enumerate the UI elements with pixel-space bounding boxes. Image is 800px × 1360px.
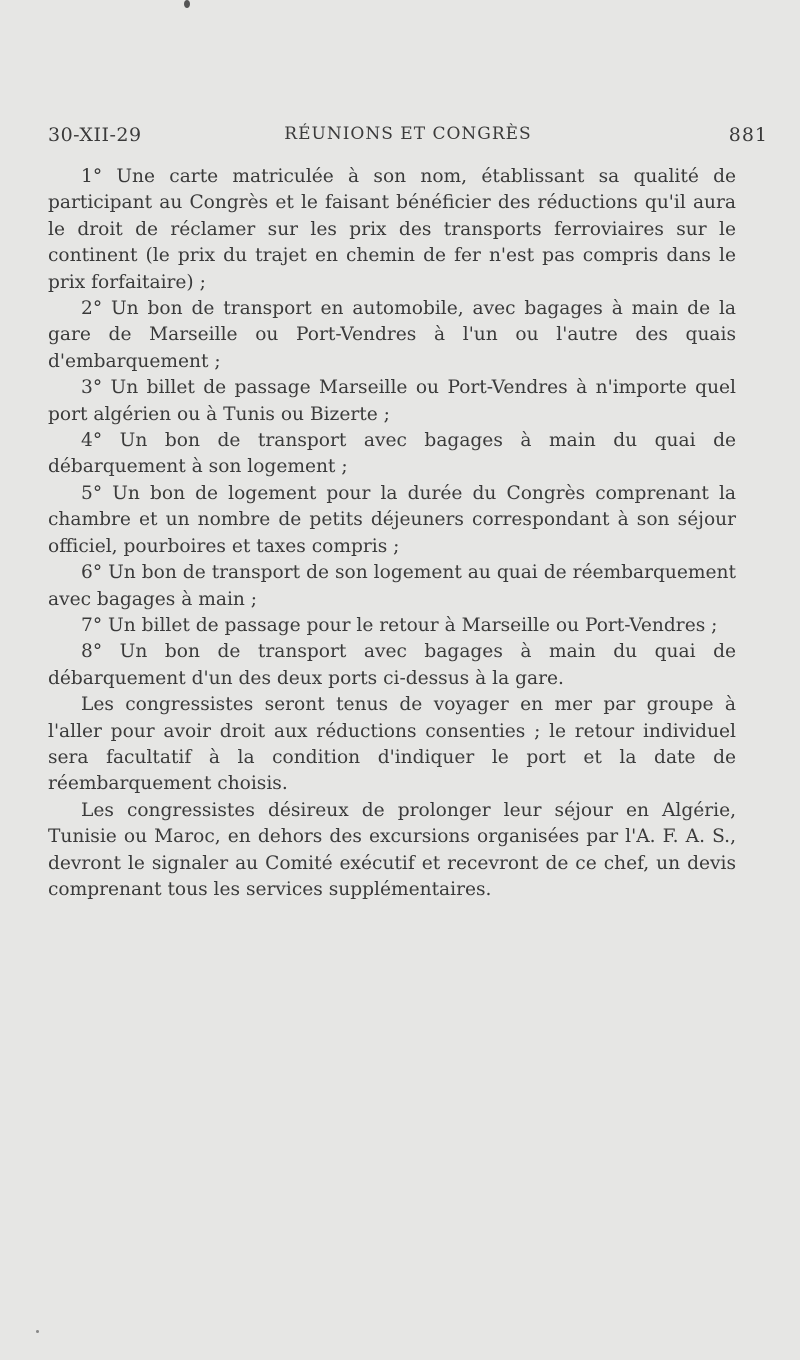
paragraph-travel-rules: Les congressistes seront tenus de voyager en mer par groupe à l'aller pour avoir droit aux réductions consenties ; le retour individuel sera facultatif à la condition d'indiquer le port et la date de réembarquement choisis. xyxy=(48,694,736,795)
paragraph-item-1: 1° Une carte matriculée à son nom, établissant sa qualité de participant au Congrès et le faisant bénéficier des réductions qu'il aura le droit de réclamer sur les prix des transports ferroviaires sur le continent (le prix du trajet en chemin de fer n'est pas compris dans le prix forfaitaire) ; xyxy=(48,166,736,293)
paragraph-item-7: 7° Un billet de passage pour le retour à Marseille ou Port-Vendres ; xyxy=(81,614,718,636)
header-title: RÉUNIONS ET CONGRÈS xyxy=(284,124,532,144)
paragraph-item-5: 5° Un bon de logement pour la durée du Congrès comprenant la chambre et un nombre de petits déjeuners correspondant à son séjour officiel, pourboires et taxes compris ; xyxy=(48,482,736,557)
paragraph-item-3: 3° Un billet de passage Marseille ou Port-Vendres à n'importe quel port algérien ou à Tunis ou Bizerte ; xyxy=(48,377,736,425)
paragraph-extension: Les congressistes désireux de prolonger leur séjour en Algérie, Tunisie ou Maroc, en dehors des excursions organisées par l'A. F. A. S., devront le signaler au Comité exécutif et recevront de ce chef, un devis comprenant tous les services supplémentaires. xyxy=(48,799,736,900)
body-text xyxy=(48,164,736,903)
paragraph-item-8: 8° Un bon de transport avec bagages à main du quai de débarquement d'un des deux ports ci-dessus à la gare. xyxy=(48,641,736,689)
paragraph-item-4: 4° Un bon de transport avec bagages à main du quai de débarquement à son logement ; xyxy=(48,430,736,478)
page-number: 881 xyxy=(728,124,768,146)
paragraph-item-6: 6° Un bon de transport de son logement au quai de réembarquement avec bagages à main ; xyxy=(48,562,736,610)
paragraph-item-2: 2° Un bon de transport en automobile, avec bagages à main de la gare de Marseille ou Port-Vendres à l'un ou l'autre des quais d'embarquement ; xyxy=(48,298,736,372)
header-date: 30-XII-29 xyxy=(48,124,142,146)
ink-speck xyxy=(184,0,190,8)
ink-speck xyxy=(36,1330,39,1333)
running-head xyxy=(48,124,768,154)
